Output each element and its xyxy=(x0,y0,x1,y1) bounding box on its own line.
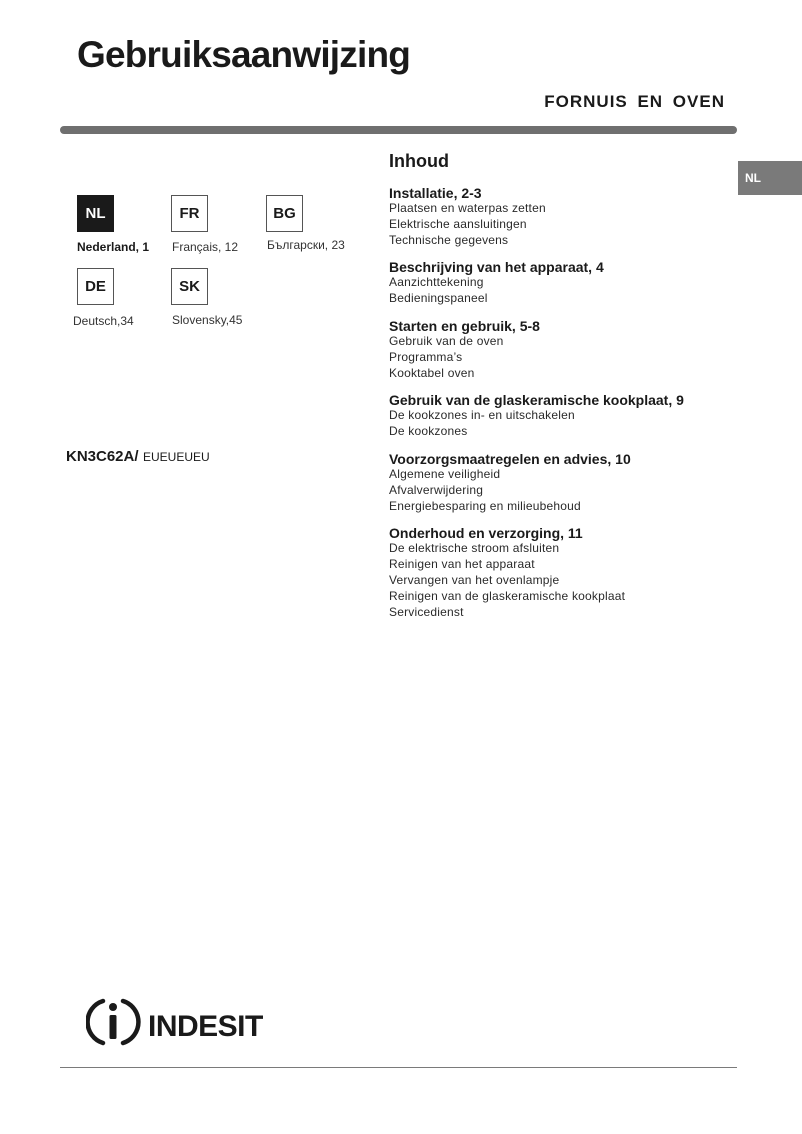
language-label-de[interactable]: Deutsch,34 xyxy=(73,314,134,328)
model-code: KN3C62A/ xyxy=(66,448,139,465)
model-variant: EUEUEUEU xyxy=(142,450,210,464)
toc-item[interactable]: De kookzones xyxy=(389,424,468,439)
toc-item[interactable]: Aanzichttekening xyxy=(389,275,484,290)
toc-item[interactable]: Energiebesparing en milieubehoud xyxy=(389,498,581,513)
language-label-fr[interactable]: Français, 12 xyxy=(172,240,239,254)
language-label-sk[interactable]: Slovensky,45 xyxy=(172,313,243,327)
toc-heading: Inhoud xyxy=(389,151,449,171)
toc-section-onderhoud xyxy=(389,525,739,620)
toc-section-title[interactable]: Beschrijving van het apparaat, 4 xyxy=(389,259,604,276)
toc-item[interactable]: Reinigen van het apparaat xyxy=(389,557,535,572)
toc-item[interactable]: De kookzones in- en uitschakelen xyxy=(389,408,575,423)
toc-item[interactable]: Afvalverwijdering xyxy=(389,482,484,497)
language-box-nl[interactable]: NL xyxy=(77,195,114,232)
toc-item[interactable]: Plaatsen en waterpas zetten xyxy=(389,201,546,215)
toc-item[interactable]: Algemene veiligheid xyxy=(389,466,501,481)
table-of-contents xyxy=(389,151,739,631)
page-title: Gebruiksaanwijzing xyxy=(77,34,411,75)
toc-section-beschrijving xyxy=(389,259,739,307)
indesit-logo xyxy=(86,995,286,1049)
language-box-de[interactable]: DE xyxy=(77,268,114,305)
toc-section-title[interactable]: Gebruik van de glaskeramische kookplaat, 9 xyxy=(389,392,684,409)
toc-item[interactable]: Reinigen van de glaskeramische kookplaat xyxy=(389,588,626,603)
toc-section-voorzorgsmaatregelen xyxy=(389,451,739,514)
page-subtitle: FORNUIS EN OVEN xyxy=(544,92,725,111)
language-side-tab: NL xyxy=(738,161,802,195)
toc-item[interactable]: Bedieningspaneel xyxy=(389,291,488,306)
toc-section-title[interactable]: Voorzorgsmaatregelen en advies, 10 xyxy=(389,450,631,467)
toc-item[interactable]: Servicedienst xyxy=(389,604,464,619)
toc-item[interactable]: Gebruik van de oven xyxy=(389,333,504,348)
toc-item[interactable]: Vervangen van het ovenlampje xyxy=(389,572,560,587)
toc-item[interactable]: Kooktabel oven xyxy=(389,365,475,380)
language-box-sk[interactable]: SK xyxy=(171,268,208,305)
bottom-divider xyxy=(60,1067,737,1068)
toc-section-starten xyxy=(389,318,739,381)
indesit-logo-icon xyxy=(88,1001,139,1043)
model-number xyxy=(66,448,210,466)
toc-section-title[interactable]: Installatie, 2-3 xyxy=(389,185,482,201)
language-box-fr[interactable]: FR xyxy=(171,195,208,232)
toc-section-title[interactable]: Onderhoud en verzorging, 11 xyxy=(389,525,583,542)
toc-item[interactable]: Programma’s xyxy=(389,349,463,364)
toc-item[interactable]: De elektrische stroom afsluiten xyxy=(389,541,560,556)
top-divider xyxy=(60,126,737,134)
toc-item[interactable]: Elektrische aansluitingen xyxy=(389,216,527,231)
language-label-bg[interactable]: Български, 23 xyxy=(267,238,345,252)
indesit-logo-wordmark: INDESIT xyxy=(148,1010,263,1043)
toc-section-title[interactable]: Starten en gebruik, 5-8 xyxy=(389,317,540,334)
language-box-bg[interactable]: BG xyxy=(266,195,303,232)
language-label-nl[interactable]: Nederland, 1 xyxy=(77,240,150,254)
toc-section-kookplaat xyxy=(389,392,739,440)
toc-item[interactable]: Technische gegevens xyxy=(389,232,509,247)
toc-section-installatie xyxy=(389,185,739,248)
